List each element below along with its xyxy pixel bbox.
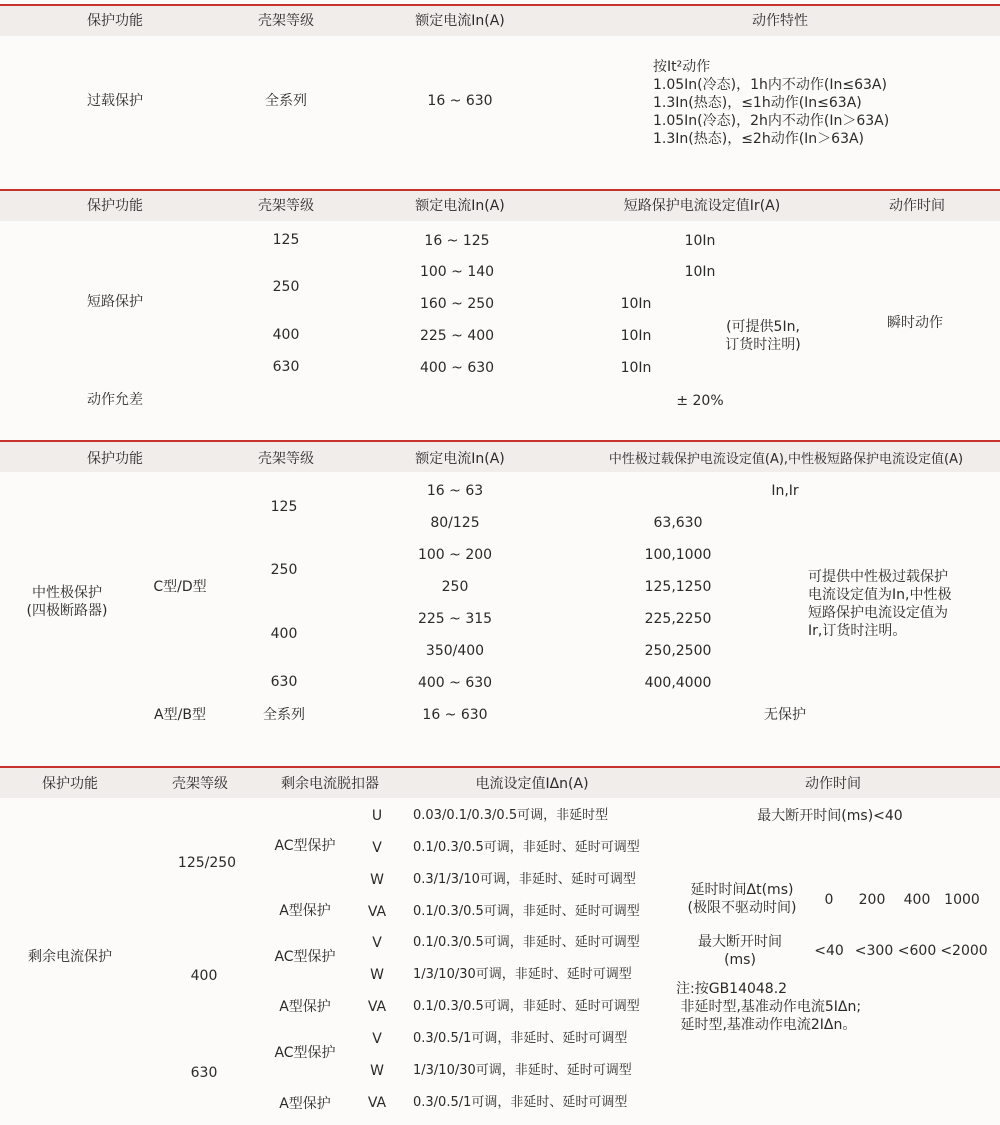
s4-max-break-label: 最大断开时间 (ms) (698, 934, 782, 968)
s4-release-3: AC型保护 (274, 949, 336, 965)
s4-release-5: AC型保护 (274, 1045, 336, 1061)
s3-setting-3: 100,1000 (644, 547, 712, 563)
s1-header-characteristic: 动作特性 (752, 13, 808, 29)
s4-code-5: V (372, 935, 382, 951)
s3-current-6: 350/400 (425, 643, 485, 659)
s3-current-7: 400 ~ 630 (417, 675, 493, 691)
s2-current-5: 400 ~ 630 (419, 360, 495, 376)
s2-current-4: 225 ~ 400 (419, 328, 495, 344)
s2-tolerance-label: 动作允差 (87, 392, 143, 408)
s3-setting-7: 400,4000 (644, 675, 712, 691)
s3-func: 中性极保护 (四极断路器) (26, 585, 108, 619)
s2-current-2: 100 ~ 140 (419, 264, 495, 280)
s4-code-6: W (370, 967, 384, 983)
s4-release-2: A型保护 (279, 903, 331, 919)
s4-code-7: VA (367, 999, 387, 1015)
s1-header-frame: 壳架等级 (258, 13, 314, 29)
s3-current-1: 16 ~ 63 (426, 483, 484, 499)
s4-header-frame: 壳架等级 (172, 776, 228, 792)
s1-header-current: 额定电流In(A) (415, 13, 505, 29)
s3-setting-4: 125,1250 (644, 579, 712, 595)
s4-max-break-time: 最大断开时间(ms)<40 (757, 808, 903, 824)
s2-setting-note: (可提供5In, 订货时注明) (725, 319, 801, 353)
s4-setting-6: 1/3/10/30可调，非延时、延时可调型 (413, 967, 632, 982)
s4-delay-label: 延时时间Δt(ms) (极限不驱动时间) (687, 882, 797, 916)
s4-code-3: W (370, 872, 384, 888)
s1-header-func: 保护功能 (87, 13, 143, 29)
s4-max-break-value-1: <40 (814, 943, 844, 959)
s3-current-2: 80/125 (430, 515, 480, 531)
s3-setting-2: 63,630 (653, 515, 703, 531)
s4-frame-125-250: 125/250 (177, 855, 237, 871)
s2-header-func: 保护功能 (87, 198, 143, 214)
s2-func: 短路保护 (87, 294, 143, 310)
s2-frame-400: 400 (272, 327, 300, 343)
s4-header-release: 剩余电流脱扣器 (281, 776, 379, 792)
s4-header-time: 动作时间 (805, 776, 861, 792)
s4-delay-value-3: 400 (903, 892, 931, 908)
s4-code-9: W (370, 1063, 384, 1079)
s3-current-5: 225 ~ 315 (417, 611, 493, 627)
s3-setting-1: In,Ir (771, 483, 799, 499)
s2-current-3: 160 ~ 250 (419, 296, 495, 312)
s3-setting-6: 250,2500 (644, 643, 712, 659)
s3-frame-125: 125 (270, 499, 298, 515)
s2-frame-630: 630 (272, 359, 300, 375)
s4-func: 剩余电流保护 (28, 949, 112, 965)
s2-header-setting: 短路保护电流设定值Ir(A) (623, 198, 781, 214)
s2-setting-1: 10In (684, 233, 716, 249)
s4-setting-5: 0.1/0.3/0.5可调，非延时、延时可调型 (413, 935, 640, 950)
s4-setting-3: 0.3/1/3/10可调，非延时、延时可调型 (413, 872, 636, 887)
s4-code-8: V (372, 1031, 382, 1047)
s2-header-frame: 壳架等级 (258, 198, 314, 214)
s4-setting-10: 0.3/0.5/1可调，非延时、延时可调型 (413, 1095, 628, 1110)
s4-delay-value-1: 0 (824, 892, 834, 908)
s3-header-setting: 中性极过载保护电流设定值(A),中性极短路保护电流设定值(A) (608, 452, 964, 467)
s3-header-frame: 壳架等级 (258, 451, 314, 467)
s4-release-6: A型保护 (279, 1096, 331, 1112)
s2-frame-125: 125 (272, 232, 300, 248)
s4-frame-400: 400 (190, 968, 218, 984)
s3-type-cd: C型/D型 (153, 579, 207, 595)
s4-frame-630: 630 (190, 1065, 218, 1081)
s3-frame-250: 250 (270, 562, 298, 578)
s2-setting-2: 10In (684, 264, 716, 280)
s3-setting-5: 225,2250 (644, 611, 712, 627)
s2-time: 瞬时动作 (887, 315, 943, 331)
s3-type-ab: A型/B型 (154, 707, 206, 723)
s4-setting-1: 0.03/0.1/0.3/0.5可调，非延时型 (413, 808, 609, 823)
s3-setting-note: 可提供中性极过载保护 电流设定值为In,中性极 短路保护电流设定值为 Ir,订货时注明。 (808, 569, 952, 639)
s4-max-break-value-3: <600 (897, 943, 937, 959)
s4-setting-8: 0.3/0.5/1可调，非延时、延时可调型 (413, 1031, 628, 1046)
s1-frame: 全系列 (265, 93, 307, 109)
s1-current: 16 ~ 630 (427, 93, 493, 109)
s1-func: 过载保护 (87, 93, 143, 109)
s4-header-func: 保护功能 (42, 776, 98, 792)
s3-ab-frame: 全系列 (263, 707, 305, 723)
s4-code-4: VA (367, 904, 387, 920)
s3-current-4: 250 (441, 579, 469, 595)
s2-setting-5: 10In (620, 360, 652, 376)
s2-header-time: 动作时间 (889, 198, 945, 214)
s4-code-2: V (372, 840, 382, 856)
s4-setting-4: 0.1/0.3/0.5可调，非延时、延时可调型 (413, 904, 640, 919)
s4-delay-value-4: 1000 (944, 892, 980, 908)
s2-setting-4: 10In (620, 328, 652, 344)
s2-frame-250: 250 (272, 279, 300, 295)
s3-header-func: 保护功能 (87, 451, 143, 467)
s4-max-break-value-2: <300 (854, 943, 894, 959)
s4-code-10: VA (367, 1095, 387, 1111)
s3-frame-400: 400 (270, 626, 298, 642)
s4-code-1: U (371, 808, 383, 824)
s2-tolerance-value: ± 20% (676, 393, 724, 409)
s3-header-current: 额定电流In(A) (415, 451, 505, 467)
s2-current-1: 16 ~ 125 (424, 233, 490, 249)
s4-release-4: A型保护 (279, 999, 331, 1015)
s3-current-3: 100 ~ 200 (417, 547, 493, 563)
s3-ab-setting: 无保护 (764, 707, 806, 723)
s3-frame-630: 630 (270, 674, 298, 690)
s4-setting-7: 0.1/0.3/0.5可调，非延时、延时可调型 (413, 999, 640, 1014)
s3-ab-current: 16 ~ 630 (422, 707, 488, 723)
s4-delay-value-2: 200 (858, 892, 886, 908)
s4-note: 注:按GB14048.2 非延时型,基准动作电流5IΔn; 延时型,基准动作电流2IΔn。 (676, 981, 862, 1033)
s2-setting-3: 10In (620, 296, 652, 312)
s4-max-break-value-4: <2000 (940, 943, 988, 959)
s4-release-1: AC型保护 (274, 838, 336, 854)
s4-header-setting: 电流设定值IΔn(A) (475, 776, 589, 792)
s1-characteristic: 按It²动作 1.05In(冷态)，1h内不动作(In≤63A) 1.3In(热态)，≤1h动作(In≤63A) 1.05In(冷态)，2h内不动作(In＞63A) 1.3In(热态)，≤2h动作(In＞63A) (653, 59, 890, 147)
s4-setting-2: 0.1/0.3/0.5可调，非延时、延时可调型 (413, 840, 640, 855)
s4-setting-9: 1/3/10/30可调，非延时、延时可调型 (413, 1063, 632, 1078)
s2-header-current: 额定电流In(A) (415, 198, 505, 214)
